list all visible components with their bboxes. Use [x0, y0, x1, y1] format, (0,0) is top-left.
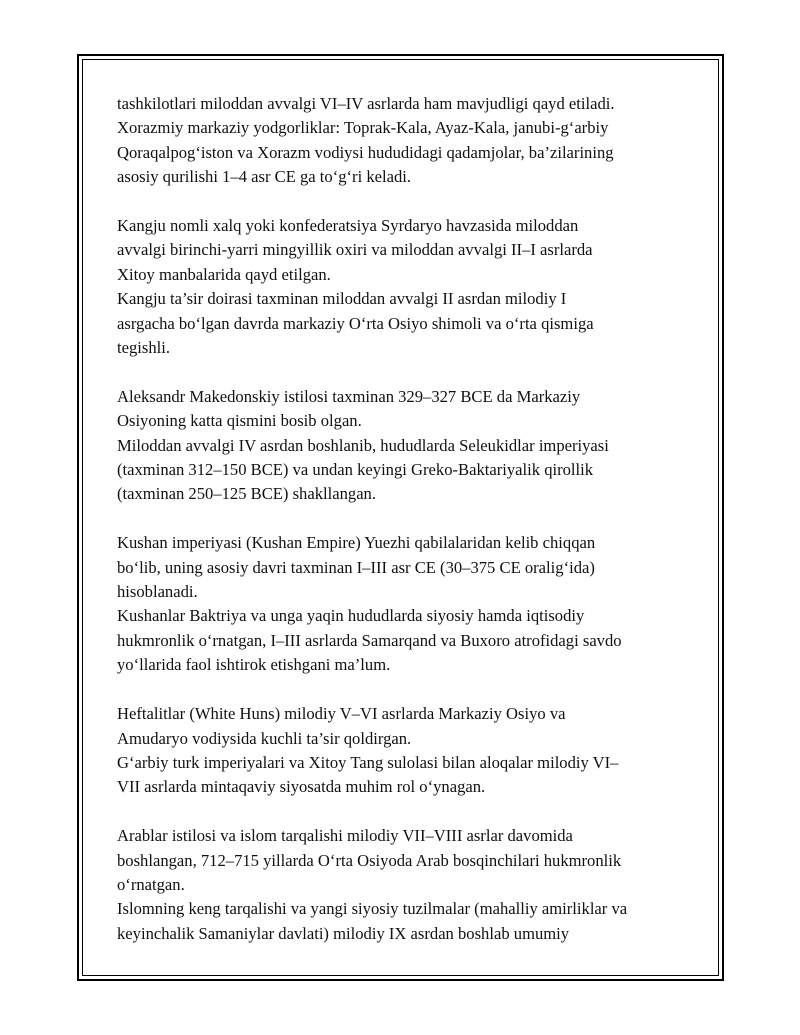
- text-line: keyinchalik Samaniylar davlati) milodiy IX asrdan boshlab umumiy: [117, 923, 570, 943]
- text-line: Xorazmiy markaziy yodgorliklar: Toprak-Kala, Ayaz-Kala, janubi-g‘arbiy: [117, 118, 609, 138]
- document-body: [117, 92, 692, 971]
- text-line: Amudaryo vodiysida kuchli ta’sir qoldirgan.: [117, 728, 412, 748]
- text-line: Osiyoning katta qismini bosib olgan.: [117, 411, 362, 431]
- text-line: G‘arbiy turk imperiyalari va Xitoy Tang sulolasi bilan aloqalar milodiy VI–: [117, 752, 619, 772]
- text-line: avvalgi birinchi-yarri mingyillik oxiri va miloddan avvalgi II–I asrlarda: [117, 240, 593, 260]
- text-line: Kangju nomli xalq yoki konfederatsiya Syrdaryo havzasida miloddan: [117, 216, 579, 236]
- paragraph: [117, 92, 692, 190]
- text-line: boshlangan, 712–715 yillarda O‘rta Osiyoda Arab bosqinchilari hukmronlik: [117, 850, 622, 870]
- text-line: Kushanlar Baktriya va unga yaqin hududlarda siyosiy hamda iqtisodiy: [117, 606, 585, 626]
- paragraph: [117, 385, 692, 507]
- text-line: o‘rnatgan.: [117, 874, 185, 894]
- text-line: Kangju ta’sir doirasi taxminan miloddan avvalgi II asrdan milodiy I: [117, 289, 567, 309]
- text-line: Arablar istilosi va islom tarqalishi milodiy VII–VIII asrlar davomida: [117, 826, 573, 846]
- text-line: Kushan imperiyasi (Kushan Empire) Yuezhi qabilalaridan kelib chiqqan: [117, 533, 596, 553]
- text-line: Qoraqalpog‘iston va Xorazm vodiysi hududidagi qadamjolar, ba’zilarining: [117, 142, 614, 162]
- paragraph: [117, 702, 692, 800]
- text-line: Islomning keng tarqalishi va yangi siyosiy tuzilmalar (mahalliy amirliklar va: [117, 899, 628, 919]
- paragraph: [117, 531, 692, 677]
- text-line: asrgacha bo‘lgan davrda markaziy O‘rta Osiyo shimoli va o‘rta qismiga: [117, 313, 594, 333]
- text-line: asosiy qurilishi 1–4 asr CE ga to‘g‘ri keladi.: [117, 167, 412, 187]
- text-line: hukmronlik o‘rnatgan, I–III asrlarda Samarqand va Buxoro atrofidagi savdo: [117, 630, 622, 650]
- text-line: tegishli.: [117, 338, 171, 358]
- text-line: Aleksandr Makedonskiy istilosi taxminan 329–327 BCE da Markaziy: [117, 386, 581, 406]
- text-line: Miloddan avvalgi IV asrdan boshlanib, hududlarda Seleukidlar imperiyasi: [117, 435, 609, 455]
- text-line: tashkilotlari miloddan avvalgi VI–IV asrlarda ham mavjudligi qayd etiladi.: [117, 94, 615, 113]
- paragraph: [117, 824, 692, 946]
- text-line: VII asrlarda mintaqaviy siyosatda muhim rol o‘ynagan.: [117, 777, 486, 797]
- text-line: (taxminan 250–125 BCE) shakllangan.: [117, 484, 377, 504]
- paragraph: [117, 214, 692, 360]
- text-line: Xitoy manbalarida qayd etilgan.: [117, 264, 331, 284]
- text-line: bo‘lib, uning asosiy davri taxminan I–III asr CE (30–375 CE oralig‘ida): [117, 557, 595, 577]
- text-line: yo‘llarida faol ishtirok etishgani ma’lum.: [117, 655, 391, 675]
- text-line: (taxminan 312–150 BCE) va undan keyingi Greko-Baktariyalik qirollik: [117, 460, 594, 480]
- text-line: hisoblanadi.: [117, 582, 198, 602]
- text-line: Heftalitlar (White Huns) milodiy V–VI asrlarda Markaziy Osiyo va: [117, 704, 566, 724]
